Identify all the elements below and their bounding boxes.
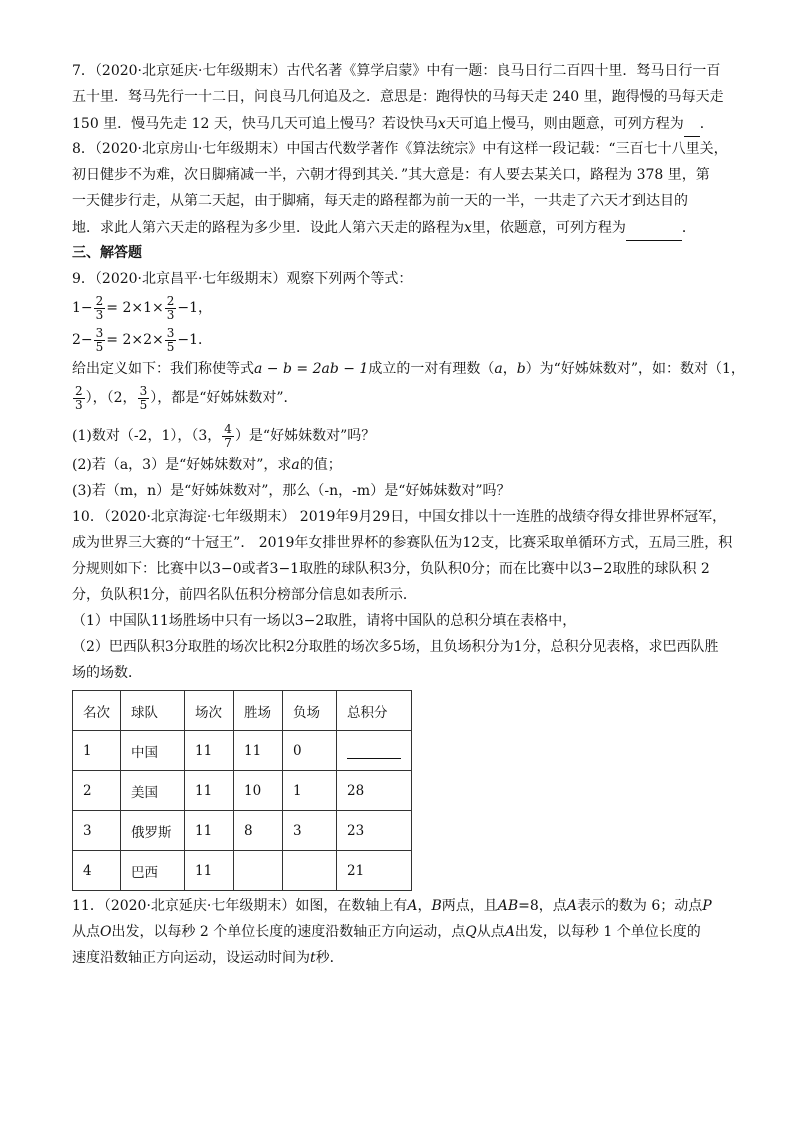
cell-wins: 11: [234, 731, 283, 771]
table-row: [73, 811, 412, 851]
q11-l1-text: 11．（2020·北京延庆·七年级期末）如图，在数轴上有: [72, 898, 408, 914]
q7-line-3-text: 150 里．慢马先走 12 天，快马几天可追上慢马？若设快马: [72, 116, 438, 132]
eq1-fraction-2: [165, 295, 177, 322]
ex-end: ），都是“好姊妹数对”．: [150, 390, 298, 406]
q11-l3-a: 速度沿数轴正方向运动，设运动时间为: [72, 950, 310, 966]
header-rank: 名次: [73, 691, 121, 731]
q10-part-2b: 场的场数．: [72, 665, 142, 681]
cell-rank: 3: [73, 811, 121, 851]
cell-losses: 3: [283, 811, 337, 851]
q7-line-3-end: 天可追上慢马，则由题意，可列方程为: [445, 116, 684, 132]
q8-line-2: 初日健步不为难，次日脚痛减一半，六朝才得到其关．”其大意是：有人要去某关口，路程为 378 里，第: [72, 167, 710, 183]
eq2-f2-den: 5: [166, 339, 175, 354]
q9-p1-fraction: [222, 423, 234, 450]
q11-point-b: B: [431, 898, 442, 914]
q9-p1-den: 7: [224, 435, 232, 450]
q11-point-q: Q: [465, 924, 477, 940]
eq2-f1-den: 5: [95, 339, 104, 354]
cell-team: 巴西: [121, 851, 185, 891]
q9-equation-1: [72, 292, 722, 324]
worksheet-page: [72, 58, 745, 971]
q8-line-3: 一天健步行走，从第二天起，由于脚痛，每天走的路程都为前一天的一半，一共走了六天才到达目的: [72, 193, 688, 209]
q9-p1-num: 4: [224, 421, 232, 436]
eq1-lhs: 1−: [72, 300, 93, 316]
q7-variable-x: x: [437, 116, 446, 132]
eq2-mid: = 2×2×: [106, 332, 164, 348]
header-played: 场次: [185, 691, 234, 731]
cell-played: 11: [185, 731, 234, 771]
q8-line-1: 8．（2020·北京房山·七年级期末）中国古代数学著作《算法统宗》中有这样一段记载：“三百七十八里关，: [72, 141, 728, 157]
standings-table: [72, 690, 412, 891]
q11-line-1: [72, 893, 722, 919]
q9-equation-2: [72, 324, 722, 356]
eq1-f2-den: 3: [166, 307, 175, 322]
q11-l1-e: 表示的数为 6；动点: [576, 898, 703, 914]
def-text-1: 给出定义如下：我们称使等式: [72, 361, 254, 377]
q8-line-4-end: 里，依题意，可列方程为: [471, 220, 626, 236]
q9-p2-var: a: [291, 457, 300, 473]
q11-point-o: O: [100, 924, 112, 940]
cell-points-blank[interactable]: [337, 731, 412, 771]
table-row: [73, 851, 412, 891]
q9-part-2: [72, 452, 722, 478]
def-var-b: b: [516, 361, 526, 377]
table-header-row: [73, 691, 412, 731]
q9-definition: [72, 356, 745, 382]
eq1-f1-num: 2: [95, 293, 104, 308]
q7-line-1: 7．（2020·北京延庆·七年级期末）古代名著《算学启蒙》中有一题：良马日行二百四十里．驽马日行一百: [72, 63, 721, 79]
q9-p2-text: (2)若（a，3）是“好姊妹数对”，求: [72, 457, 292, 473]
q8-answer-blank[interactable]: [626, 214, 682, 241]
ex-mid: ），（2，: [85, 390, 137, 406]
q9-part-3: (3)若（m，n）是“好姊妹数对”，那么（-n，-m）是“好姊妹数对”吗？: [72, 483, 511, 499]
q9-p1-text: (1)数对（-2，1），（3，: [72, 428, 222, 444]
q11-line-2: [72, 919, 722, 945]
def-comma: ，: [502, 361, 517, 377]
q10-line-1: 10．（2020·北京海淀·七年级期末） 2019年9月29日，中国女排以十一连胜的战绩夺得女排世界杯冠军，: [72, 509, 727, 525]
q11-segment-ab: AB: [497, 898, 519, 914]
cell-losses: [283, 851, 337, 891]
q10-line-4: 分，负队积1分，前四名队伍积分榜部分信息如表所示．: [72, 587, 417, 603]
q10-part-1: （1）中国队11场胜场中只有一场以3−2取胜，请将中国队的总积分填在表格中，: [72, 613, 577, 629]
header-wins: 胜场: [234, 691, 283, 731]
question-11: [72, 893, 722, 971]
header-points: 总积分: [337, 691, 412, 731]
q11-line-3: [72, 945, 722, 971]
cell-wins: 10: [234, 771, 283, 811]
q9-p1-end: ）是“好姊妹数对”吗？: [234, 428, 376, 444]
q11-point-p: P: [702, 898, 712, 914]
cell-rank: 1: [73, 731, 121, 771]
ex-f1-num: 2: [75, 383, 83, 398]
eq1-f2-num: 2: [166, 293, 175, 308]
q7-line-2: 五十里．驽马先行一十二日，问良马几何追及之．意思是：跑得快的马每天走 240 里，跑得慢的马每天走: [72, 89, 724, 105]
question-8: [72, 136, 728, 240]
cell-points: 23: [337, 811, 412, 851]
cell-rank: 2: [73, 771, 121, 811]
cell-losses: 1: [283, 771, 337, 811]
q11-l1-c: 两点，且: [441, 898, 498, 914]
cell-wins: 8: [234, 811, 283, 851]
q7-period: ．: [699, 116, 714, 132]
q10-line-3: 分规则如下：比赛中以3−0或者3−1取胜的球队积3分，负队积0分；而在比赛中以3−2取胜的球队积 2: [72, 561, 710, 577]
q8-line-4: [72, 214, 722, 240]
eq1-end: −1，: [177, 300, 213, 316]
q11-point-a-2: A: [566, 898, 577, 914]
eq2-f2-num: 3: [166, 325, 175, 340]
q11-l3-b: 秒．: [315, 950, 344, 966]
table-row: [73, 731, 412, 771]
def-equation: a − b = 2ab − 1: [254, 361, 369, 377]
q8-line-4-text: 地．求此人第六天走的路程为多少里．设此人第六天走的路程为: [72, 220, 464, 236]
section-heading: 三、解答题: [72, 245, 142, 261]
question-9: [72, 266, 745, 504]
ex-fraction-2: [138, 385, 150, 412]
cell-points: 21: [337, 851, 412, 891]
q9-intro: 9．（2020·北京昌平·七年级期末）观察下列两个等式：: [72, 271, 413, 287]
eq2-fraction-1: [94, 327, 106, 354]
eq1-mid: = 2×1×: [106, 300, 164, 316]
q11-l2-c: 从点: [476, 924, 505, 940]
cell-played: 11: [185, 771, 234, 811]
cell-points: 28: [337, 771, 412, 811]
q11-time-t: t: [310, 950, 316, 966]
cell-team: 俄罗斯: [121, 811, 185, 851]
q11-l2-b: 出发，以每秒 2 个单位长度的速度沿数轴正方向运动，点: [111, 924, 466, 940]
q8-period: ．: [681, 220, 696, 236]
q10-line-2: 成为世界三大赛的“十冠王”． 2019年女排世界杯的参赛队伍为12支，比赛采取单循环方式，五局三胜，积: [72, 535, 733, 551]
question-7: [72, 58, 722, 136]
cell-played: 11: [185, 851, 234, 891]
eq1-f1-den: 3: [95, 307, 104, 322]
ex-f1-den: 3: [75, 397, 83, 412]
ex-f2-den: 5: [139, 397, 148, 412]
points-answer-blank[interactable]: [347, 742, 401, 759]
question-10: [72, 504, 733, 891]
q11-comma: ，: [417, 898, 432, 914]
q7-line-3: [72, 110, 722, 136]
ex-f2-num: 3: [139, 383, 148, 398]
q9-p2-end: 的值；: [299, 457, 342, 473]
def-text-4: ）为“好姊妹数对”，如：数对（1，: [525, 361, 745, 377]
eq2-end: −1．: [177, 332, 213, 348]
eq2-lhs: 2−: [72, 332, 93, 348]
q11-point-a: A: [407, 898, 418, 914]
cell-wins: [234, 851, 283, 891]
q9-examples: [72, 382, 722, 414]
cell-team: 美国: [121, 771, 185, 811]
cell-losses: 0: [283, 731, 337, 771]
ex-fraction-1: [73, 385, 85, 412]
def-var-a: a: [494, 361, 503, 377]
header-losses: 负场: [283, 691, 337, 731]
cell-played: 11: [185, 811, 234, 851]
q9-part-1: [72, 420, 722, 452]
q7-answer-blank[interactable]: [684, 110, 700, 137]
eq2-f1-num: 3: [95, 325, 104, 340]
q8-variable-x: x: [464, 220, 472, 236]
header-team: 球队: [121, 691, 185, 731]
q10-part-2a: （2）巴西队积3分取胜的场次比积2分取胜的场次多5场，且负场积分为1分，总积分见表格，求巴西队胜: [72, 639, 719, 655]
q11-l2-a: 从点: [72, 924, 100, 940]
cell-rank: 4: [73, 851, 121, 891]
table-row: [73, 771, 412, 811]
cell-team: 中国: [121, 731, 185, 771]
eq2-fraction-2: [165, 327, 177, 354]
eq1-fraction-1: [94, 295, 106, 322]
def-text-2: 成立的一对有理数（: [368, 361, 495, 377]
q11-l2-d: 出发，以每秒 1 个单位长度的: [514, 924, 701, 940]
q11-point-a-3: A: [504, 924, 515, 940]
q11-l1-d: =8，点: [518, 898, 567, 914]
